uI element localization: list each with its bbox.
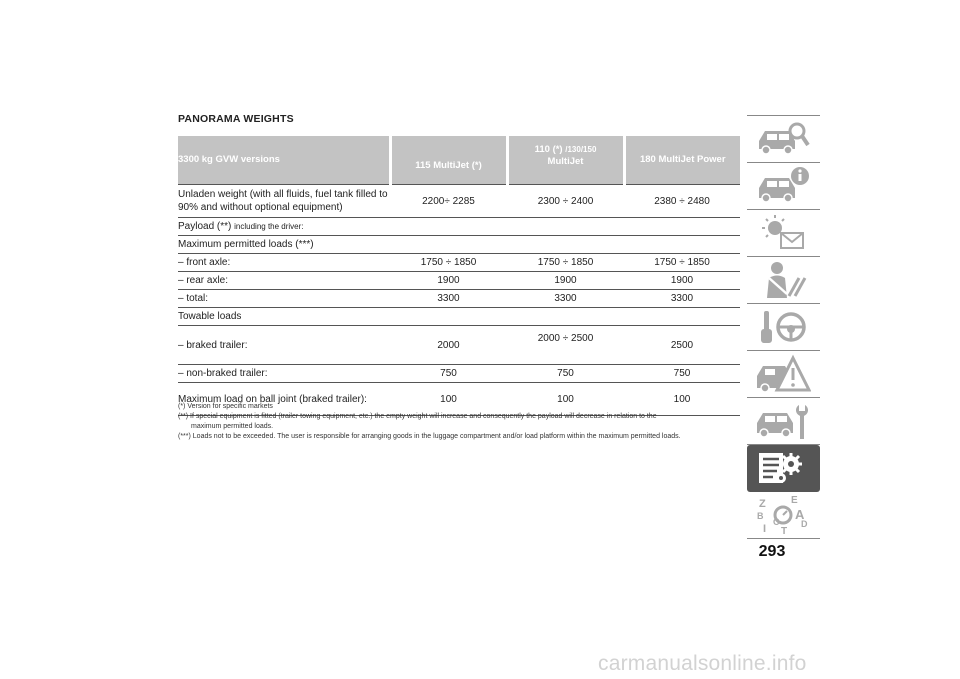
row-label: – braked trailer: [178,326,390,365]
car-search-icon [755,119,811,159]
sidebar-item-car-search[interactable] [747,115,820,163]
page-number: 293 [758,543,786,560]
table-row [178,326,740,365]
table-row [178,272,740,290]
cell-value: 100 [507,383,624,416]
cell-value: 2300 ÷ 2400 [507,185,624,218]
table-row [178,185,740,218]
header-110-small: /130/150 [565,145,597,154]
sidebar-item-maintenance[interactable] [747,398,820,445]
cell-value: 750 [507,365,624,383]
cell-value: 100 [390,383,507,416]
header-180-multijet-power: 180 MultiJet Power [624,136,740,185]
row-label: Maximum load on ball joint (braked trailer): [178,383,390,416]
row-label [178,218,390,236]
footnotes [178,402,748,442]
cell-value: 100 [624,383,740,416]
row-label: – non-braked trailer: [178,365,390,383]
footnote-continuation: maximum permitted loads. [191,423,274,430]
cell-value [624,218,740,236]
car-warning-triangle-icon [755,354,811,394]
sidebar-item-starting-driving[interactable] [747,304,820,351]
row-label-main: Payload (**) [178,221,235,232]
row-label: Towable loads [178,308,390,326]
sidebar-item-warning-lights[interactable] [747,210,820,257]
footnote: (**) If special equipment is fitted (trailer towing equipment, etc.) the empty weight will increase and consequently the payload will decrease in relation to the [178,413,657,420]
row-label: – total: [178,290,390,308]
header-versions: 3300 kg GVW versions [178,136,390,185]
cell-value [507,218,624,236]
cell-value [507,236,624,254]
cell-value: 1750 ÷ 1850 [390,254,507,272]
index-letter: C [773,517,780,527]
sidebar-item-emergency[interactable] [747,351,820,398]
header-115-multijet: 115 MultiJet (*) [390,136,507,185]
cell-value: 1900 [507,272,624,290]
header-110-main: 110 (*) [534,144,566,155]
row-label: Maximum permitted loads (***) [178,236,390,254]
table-row [178,290,740,308]
cell-value: 750 [390,365,507,383]
chapter-sidebar [747,115,820,539]
cell-value: 2000 [390,326,507,365]
table-row [178,236,740,254]
header-110-130-150-multijet [507,136,624,185]
page-title: PANORAMA WEIGHTS [178,113,294,125]
index-letter: E [791,495,798,506]
alphabetical-index-icon [755,495,811,535]
index-letter: B [757,511,764,521]
table-header-row [178,136,740,185]
cell-value: 3300 [390,290,507,308]
warning-light-message-icon [755,213,811,253]
cell-value: 3300 [507,290,624,308]
cell-value: 2500 [624,326,740,365]
table-row [178,308,740,326]
cell-value [390,218,507,236]
sidebar-item-car-info[interactable] [747,163,820,210]
cell-value: 750 [624,365,740,383]
index-letter: D [801,519,808,529]
sidebar-item-safety[interactable] [747,257,820,304]
row-label [178,185,390,218]
cell-value [624,308,740,326]
sidebar-item-index[interactable] [747,492,820,539]
cell-value: 1900 [624,272,740,290]
row-label-line2: 90% and without optional equipment) [178,202,343,213]
sidebar-item-technical-data[interactable] [747,445,820,492]
index-letter: Z [759,498,766,510]
index-letter: A [795,507,805,522]
cell-value: 1900 [390,272,507,290]
index-letter: I [763,523,767,535]
row-label-line1: Unladen weight (with all fluids, fuel tank filled to [178,189,388,200]
footnote: (*) Version for specific markets [178,403,273,410]
row-label: – front axle: [178,254,390,272]
cell-value: 1750 ÷ 1850 [507,254,624,272]
technical-data-gears-icon [755,448,811,488]
watermark: carmanualsonline.info [598,652,807,675]
car-wrench-icon [755,401,811,441]
cell-value [390,308,507,326]
cell-value [507,308,624,326]
footnote: (***) Loads not to be exceeded. The user is responsible for arranging goods in the luggage compartment and/or load platform within the maximum permitted loads. [178,433,681,440]
cell-value [390,236,507,254]
table-row [178,218,740,236]
table-row [178,254,740,272]
cell-value: 2380 ÷ 2480 [624,185,740,218]
cell-value: 3300 [624,290,740,308]
cell-value [624,236,740,254]
key-steering-wheel-icon [755,307,811,347]
row-label-small: including the driver: [234,222,304,231]
weights-table [178,136,740,416]
cell-value: 1750 ÷ 1850 [624,254,740,272]
car-info-icon [755,166,811,206]
person-seatbelt-icon [755,260,811,300]
row-label: – rear axle: [178,272,390,290]
cell-value: 2000 ÷ 2500 [507,326,624,365]
index-letter: T [781,526,788,535]
header-110-line2: MultiJet [547,156,584,167]
table-row [178,365,740,383]
cell-value: 2200÷ 2285 [390,185,507,218]
